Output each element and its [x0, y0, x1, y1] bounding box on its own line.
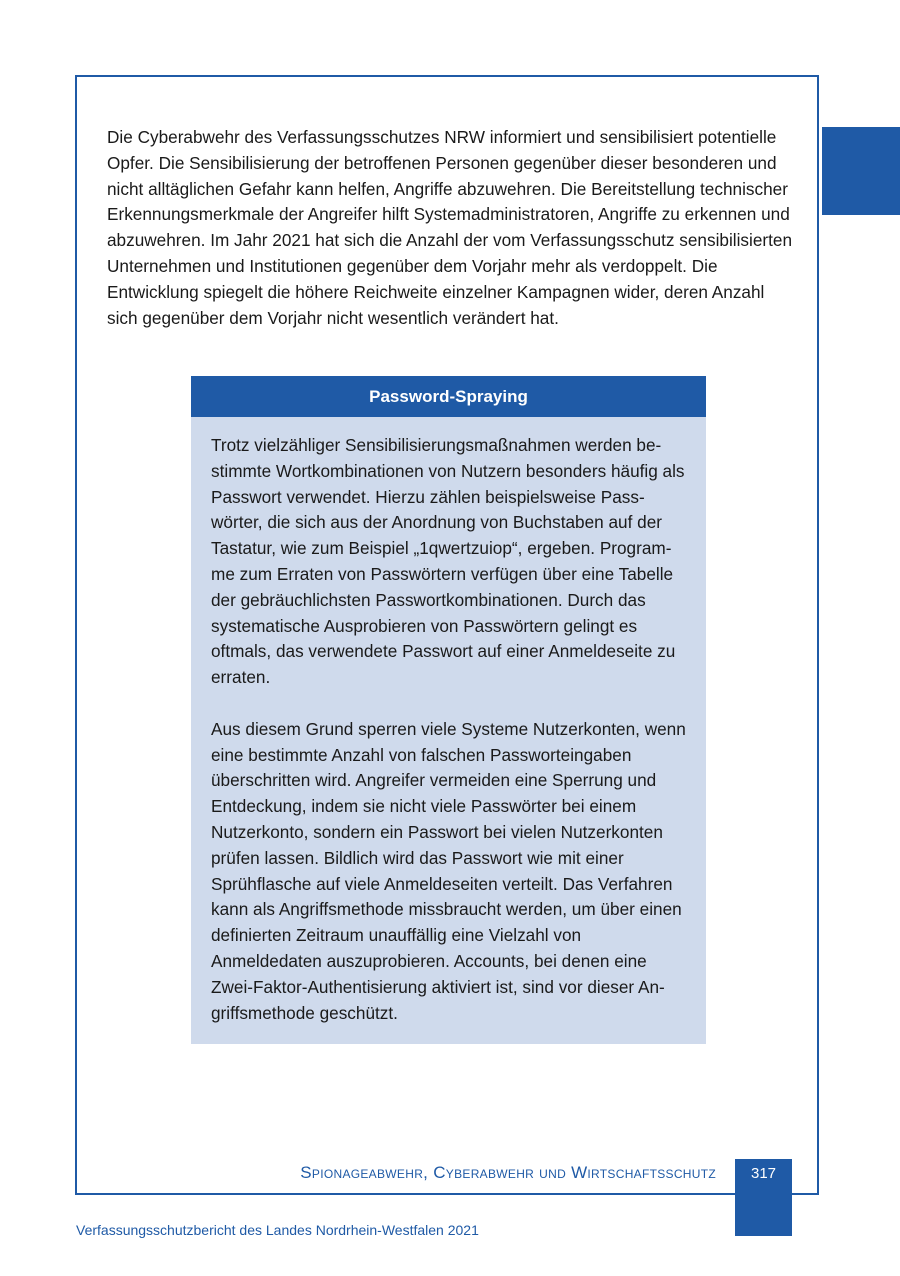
info-box-title: Password-Spraying: [191, 376, 706, 417]
page-number: 317: [750, 1165, 777, 1182]
page-number-block: [735, 1159, 792, 1236]
document-title: Verfassungsschutzbericht des Landes Nordrhein-Westfalen 2021: [76, 1222, 479, 1238]
info-box-paragraph: Trotz vielzähliger Sensibilisierungsmaßnahmen werden bestimmte Wortkombinationen von Nutzern besonders häufig als Passwort verwendet. Hierzu zählen beispielsweise Passwörter, die sich aus der Anordnung von Buchstaben auf der Tastatur, wie zum Beispiel „1qwertzuiop“, ergeben. Programme zum Erraten von Passwörtern verfügen über eine Tabelle der gebräuchlichsten Passwortkombinationen. Durch das systematische Ausprobieren von Passwörtern gelingt es oftmals, das verwendete Passwort auf einer Anmeldeseite zu erraten.: [211, 435, 685, 688]
chapter-side-tab: [822, 127, 900, 215]
intro-paragraph: Die Cyberabwehr des Verfassungsschutzes NRW informiert und sensibilisiert potentielle Opfer. Die Sensibilisierung der betroffenen Personen gegenüber dieser besonderen und nicht alltäglichen Gefahr kann helfen, Angriffe abzuwehren. Die Bereitstellung technischer Erkennungsmerkmale der Angreifer hilft Systemadministratoren, Angriffe zu erkennen und abzuwehren. Im Jahr 2021 hat sich die Anzahl der vom Verfassungsschutz sensibilisierten Unternehmen und Institutionen gegenüber dem Vorjahr mehr als verdoppelt. Die Entwicklung spiegelt die höhere Reichweite einzelner Kampagnen wider, deren Anzahl sich gegenüber dem Vorjahr nicht wesentlich verändert hat.: [107, 127, 793, 328]
info-box-paragraph: Aus diesem Grund sperren viele Systeme Nutzerkonten, wenn eine bestimmte Anzahl von falschen Passworteingaben überschritten wird. Angreifer vermeiden eine Sperrung und Entdeckung, indem sie nicht viele Passwörter bei einem Nutzerkonto, sondern ein Passwort bei vielen Nutzerkonten prüfen lassen. Bildlich wird das Passwort wie mit einer Sprühflasche auf viele Anmeldeseiten verteilt. Das Verfahren kann als Angriffsmethode missbraucht werden, um über einen definierten Zeitraum unauffällig eine Vielzahl von Anmeldedaten auszuprobieren. Accounts, bei denen eine Zwei-Faktor-Authentisierung aktiviert ist, sind vor dieser Angriffsmethode geschützt.: [211, 718, 686, 1023]
info-box-body: [191, 417, 706, 1026]
footer-section-title: Spionageabwehr, Cyberabwehr und Wirtschaftsschutz: [300, 1163, 716, 1182]
info-box-password-spraying: [191, 376, 706, 1044]
